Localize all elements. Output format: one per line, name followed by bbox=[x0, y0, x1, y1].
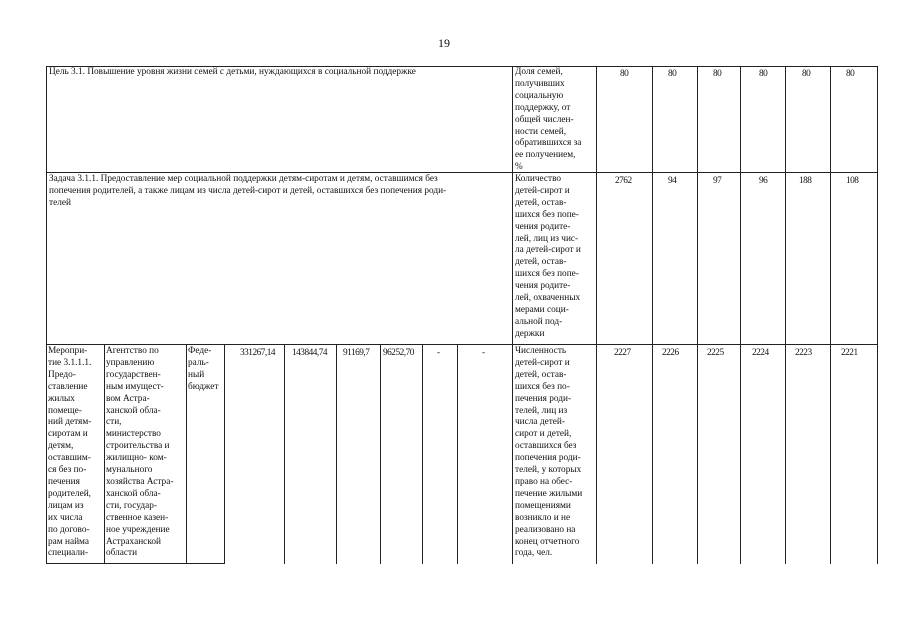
measure-name-line: тие 3.1.1.1. bbox=[48, 357, 92, 368]
measure-name-line: по догово- bbox=[48, 524, 90, 535]
measure-name-line: Меропри- bbox=[48, 346, 88, 356]
page-number: 19 bbox=[438, 36, 450, 50]
executor-line: сти, bbox=[106, 417, 122, 428]
measure-indicator-line: печение жилыми bbox=[515, 488, 583, 499]
measure-indicator-line: оставшихся без bbox=[515, 441, 577, 452]
measure-indicator-line: печения роди- bbox=[515, 393, 572, 404]
executor-line: сти, государ- bbox=[106, 500, 157, 511]
measure-indicator-line: числа детей- bbox=[515, 417, 565, 428]
measure-value: 2224 bbox=[752, 348, 769, 358]
measure-indicator bbox=[515, 346, 595, 560]
measure-indicator-line: Численность bbox=[515, 346, 567, 356]
measure-name-line: ний детям- bbox=[48, 417, 92, 428]
goal-indicator-line: Доля семей, bbox=[515, 67, 563, 77]
executor-line: вом Астра- bbox=[106, 393, 150, 404]
task-value: 2762 bbox=[615, 176, 632, 186]
measure-indicator-line: телей, лиц из bbox=[515, 405, 568, 416]
amount-year: - bbox=[437, 348, 440, 358]
measure-name-line: их числа bbox=[48, 512, 83, 523]
goal-indicator-line: ности семей, bbox=[515, 126, 567, 137]
measure-value: 2225 bbox=[707, 348, 724, 358]
measure-value: 2227 bbox=[614, 348, 631, 358]
measure-indicator-line: года, чел. bbox=[515, 548, 553, 559]
goal-text: Цель 3.1. Повышение уровня жизни семей с детьми, нуждающихся в социальной поддержке bbox=[49, 67, 416, 77]
task-value: 108 bbox=[846, 176, 859, 186]
task-indicator-line: шихся без попе- bbox=[515, 269, 579, 280]
task-text-line: попечения родителей, а также лицам из числа детей-сирот и детей, оставшихся без попечения роди- bbox=[49, 185, 447, 196]
task-indicator-line: чения родите- bbox=[515, 281, 571, 292]
goal-indicator-line: получивших bbox=[515, 78, 565, 89]
measure-name-line: специали- bbox=[48, 548, 89, 559]
executor-line: управлению bbox=[106, 357, 155, 368]
executor-line: Астраханской bbox=[106, 536, 161, 547]
measure-name-line: помеще- bbox=[48, 405, 82, 416]
measure-indicator-line: право на обес- bbox=[515, 476, 573, 487]
measure-name-line: родителей, bbox=[48, 488, 91, 499]
task-indicator-line: детей, остав- bbox=[515, 257, 567, 268]
task-indicator-line: ла детей-сирот и bbox=[515, 245, 581, 256]
task-indicator bbox=[515, 174, 595, 341]
task-indicator-line: мерами соци- bbox=[515, 304, 569, 315]
goal-value: 80 bbox=[668, 69, 677, 79]
task-indicator-line: шихся без попе- bbox=[515, 209, 579, 220]
measure-name-line: сиротам и bbox=[48, 429, 88, 440]
measure-executor bbox=[106, 346, 186, 560]
goal-value: 80 bbox=[802, 69, 811, 79]
measure-indicator-line: телей, у которых bbox=[515, 465, 582, 476]
task-text-line: Задача 3.1.1. Предоставление мер социальной поддержки детям-сиротам и детям, оставшимся без bbox=[49, 174, 438, 184]
goal-value: 80 bbox=[713, 69, 722, 79]
amount-year: 143844,74 bbox=[292, 348, 328, 358]
task-value: 188 bbox=[799, 176, 812, 186]
executor-line: ным имущест- bbox=[106, 381, 164, 392]
measure-name-line: рам найма bbox=[48, 536, 90, 547]
goal-indicator-line: социальную bbox=[515, 90, 564, 101]
measure-funding-source bbox=[188, 346, 224, 394]
source-line: бюджет bbox=[188, 381, 219, 392]
task-text-line: телей bbox=[49, 197, 71, 208]
task-indicator-line: лей, охваченных bbox=[515, 293, 581, 304]
measure-indicator-line: возникло и не bbox=[515, 512, 571, 523]
task-value: 94 bbox=[668, 176, 677, 186]
task-indicator-line: детей-сирот и bbox=[515, 185, 570, 196]
measure-value: 2223 bbox=[795, 348, 812, 358]
executor-line: области bbox=[106, 548, 138, 559]
goal-value: 80 bbox=[759, 69, 768, 79]
goal-table bbox=[46, 66, 878, 564]
measure-indicator-line: помещениями bbox=[515, 500, 571, 511]
measure-name-line: ся без по- bbox=[48, 465, 87, 476]
source-line: ный bbox=[188, 369, 205, 380]
executor-line: государствен- bbox=[106, 369, 161, 380]
measure-value: 2221 bbox=[841, 348, 858, 358]
source-line: Феде- bbox=[188, 346, 212, 356]
executor-line: мунального bbox=[106, 465, 153, 476]
measure-name-line: детям, bbox=[48, 441, 74, 452]
goal-indicator-line: обратившихся за bbox=[515, 138, 582, 149]
task-indicator-line: держки bbox=[515, 328, 545, 339]
measure-indicator-line: детей, остав- bbox=[515, 369, 567, 380]
measure-indicator-line: попечения роди- bbox=[515, 453, 581, 464]
goal-value: 80 bbox=[846, 69, 855, 79]
measure-name-line: жилых bbox=[48, 393, 75, 404]
measure-indicator-line: шихся без по- bbox=[515, 381, 570, 392]
source-line: раль- bbox=[188, 357, 209, 368]
task-value: 97 bbox=[713, 176, 722, 186]
task-indicator-line: альной под- bbox=[515, 316, 563, 327]
measure-name-line: оставшим- bbox=[48, 453, 91, 464]
executor-line: Агентство по bbox=[106, 346, 159, 356]
executor-line: ственное казен- bbox=[106, 512, 169, 523]
measure-indicator-line: конец отчетного bbox=[515, 536, 580, 547]
executor-line: хозяйства Астра- bbox=[106, 476, 174, 487]
measure-value: 2226 bbox=[662, 348, 679, 358]
measure-name-line: ставление bbox=[48, 381, 88, 392]
measure-name-line: Предо- bbox=[48, 369, 76, 380]
executor-line: ное учреждение bbox=[106, 524, 170, 535]
measure-name-line: печения bbox=[48, 476, 80, 487]
task-indicator-line: лей, лиц из чис- bbox=[515, 233, 579, 244]
executor-line: строительства и bbox=[106, 441, 170, 452]
executor-line: жилищно- ком- bbox=[106, 453, 167, 464]
goal-indicator-line: общей числен- bbox=[515, 114, 574, 125]
amount-year: - bbox=[482, 348, 485, 358]
amount-year: 96252,70 bbox=[383, 348, 414, 358]
amount-total: 331267,14 bbox=[240, 348, 276, 358]
amount-year: 91169,7 bbox=[343, 348, 370, 358]
executor-line: ханской обла- bbox=[106, 405, 161, 416]
measure-indicator-line: детей-сирот и bbox=[515, 357, 570, 368]
goal-indicator-line: % bbox=[515, 162, 523, 173]
measure-name-line: лицам из bbox=[48, 500, 84, 511]
goal-indicator-line: поддержку, от bbox=[515, 102, 571, 113]
goal-indicator-line: ее получением, bbox=[515, 150, 576, 161]
measure-indicator-line: сирот и детей, bbox=[515, 429, 572, 440]
executor-line: ханской обла- bbox=[106, 488, 161, 499]
measure-name bbox=[48, 346, 103, 560]
goal-indicator bbox=[515, 67, 595, 174]
task-indicator-line: Количество bbox=[515, 174, 562, 184]
task-indicator-line: чения родите- bbox=[515, 221, 571, 232]
goal-value: 80 bbox=[620, 69, 629, 79]
executor-line: министерство bbox=[106, 429, 161, 440]
task-text bbox=[49, 174, 509, 210]
task-indicator-line: детей, остав- bbox=[515, 197, 567, 208]
task-value: 96 bbox=[759, 176, 768, 186]
measure-indicator-line: реализовано на bbox=[515, 524, 576, 535]
